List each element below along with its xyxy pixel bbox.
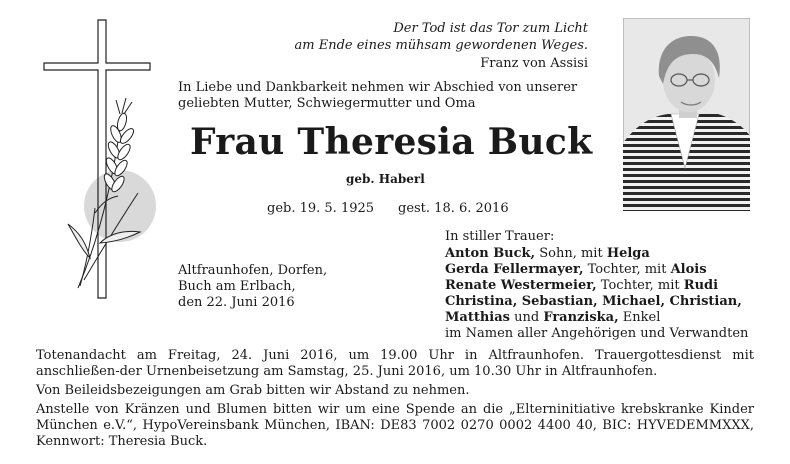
mourner-row <box>445 246 650 262</box>
deceased-name: Frau Theresia Buck <box>190 121 593 163</box>
grandchild-name: Matthias <box>445 310 510 325</box>
quote-line-2: am Ende eines mühsam gewordenen Weges. <box>294 38 588 53</box>
conjunction: und <box>509 310 544 325</box>
mourner-row <box>445 310 660 326</box>
mourners-heading: In stiller Trauer: <box>445 229 555 244</box>
place-line-2: Buch am Erlbach, <box>178 279 296 294</box>
mourner-partner: Alois <box>670 262 707 277</box>
mourner-name: Gerda Fellermayer, <box>445 262 584 277</box>
quote-author: Franz von Assisi <box>480 56 588 71</box>
mourner-relation: Tochter, mit <box>583 262 671 277</box>
mourner-row <box>445 278 718 294</box>
mourner-relation: Tochter, mit <box>596 278 684 293</box>
cross-wheat-emblem <box>40 18 170 303</box>
cross-icon <box>44 20 150 298</box>
mourner-relation: Sohn, mit <box>535 246 607 261</box>
grandchild-name: Franziska, <box>543 310 619 325</box>
death-date: gest. 18. 6. 2016 <box>398 201 509 216</box>
donation-notice: Anstelle von Kränzen und Blumen bitten wir um eine Spende an die „Elterninitiative krebskranke Kinder München e.V.“, HypoVereinsbank München, IBAN: DE83 7002 0270 0002 4400 40, BIC: HYVEDEMMXXX, Kennwort: Theresia Buck. <box>36 402 754 449</box>
maiden-name: geb. Haberl <box>346 172 425 186</box>
mourner-name: Anton Buck, <box>445 246 536 261</box>
mourner-row <box>445 262 707 278</box>
mourners-closing: im Namen aller Angehörigen und Verwandten <box>445 326 749 341</box>
portrait-photo <box>623 18 750 211</box>
place-line-1: Altfraunhofen, Dorfen, <box>178 263 328 278</box>
place-line-3: den 22. Juni 2016 <box>178 295 295 310</box>
service-notice: Totenandacht am Freitag, 24. Juni 2016, um 19.00 Uhr in Altfraunhofen. Trauergottesdienst mit anschließen-der Urnenbeisetzung am Samstag, 25. Juni 2016, um 10.30 Uhr in Altfraunhofen. <box>36 348 754 379</box>
mourner-partner: Helga <box>606 246 650 261</box>
intro-line-2: geliebten Mutter, Schwiegermutter und Oma <box>178 96 476 111</box>
mourner-partner: Rudi <box>683 278 719 293</box>
birth-date: geb. 19. 5. 1925 <box>267 201 375 216</box>
mourner-name: Renate Westermeier, <box>445 278 597 293</box>
intro-line-1: In Liebe und Dankbarkeit nehmen wir Abschied von unserer <box>178 80 578 95</box>
mourner-relation: Enkel <box>618 310 661 325</box>
quote-line-1: Der Tod ist das Tor zum Licht <box>393 21 588 36</box>
condolence-notice: Von Beileidsbezeigungen am Grab bitten wir Abstand zu nehmen. <box>36 383 470 398</box>
grandchildren-names: Christina, Sebastian, Michael, Christian, <box>445 294 742 309</box>
